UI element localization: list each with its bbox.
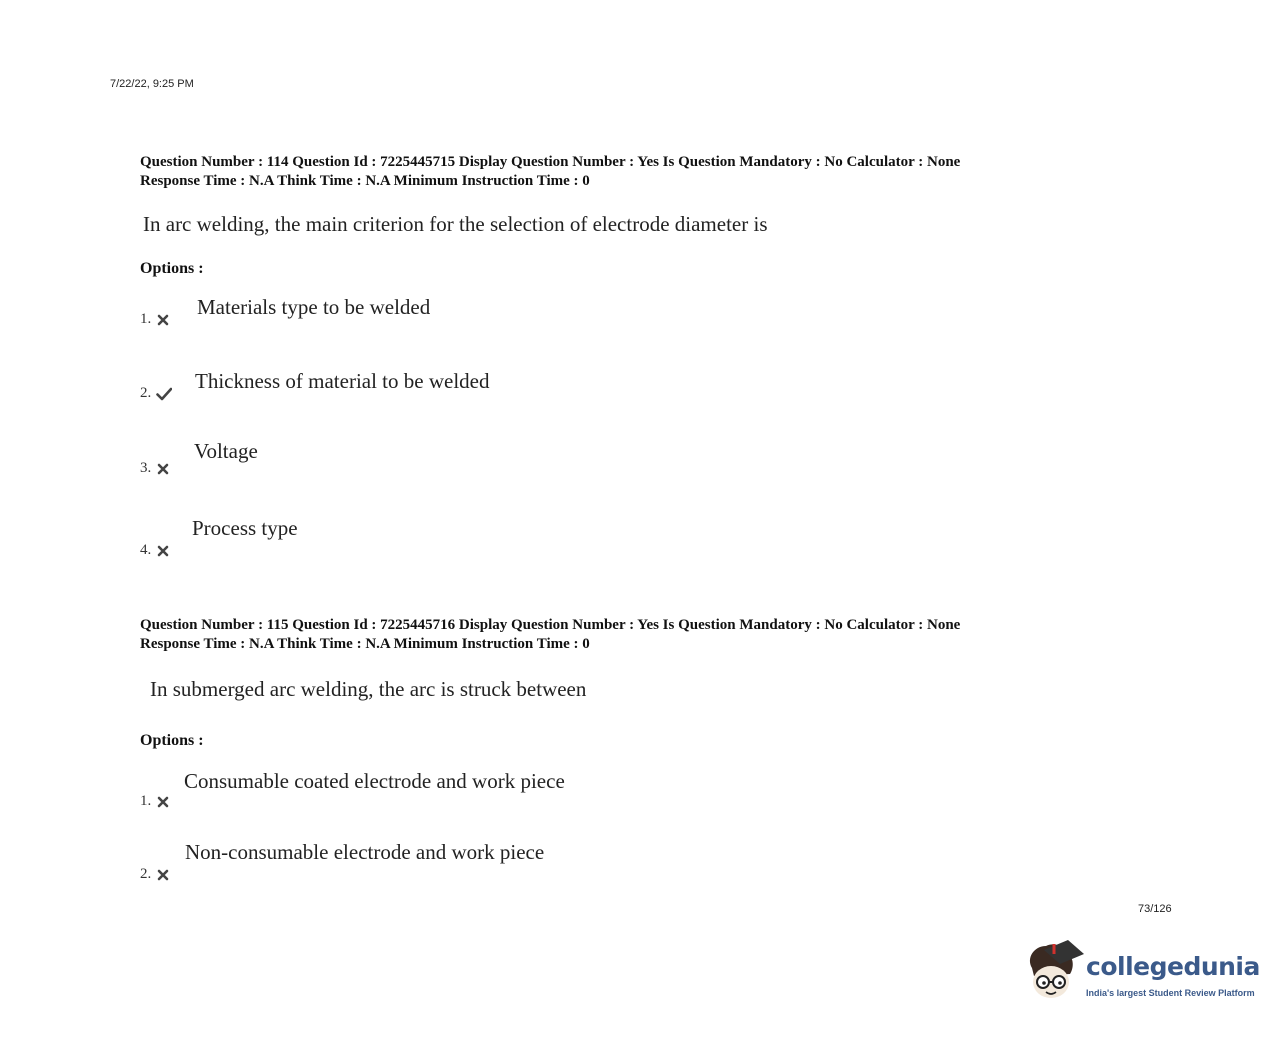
question-meta-line2: Response Time : N.A Think Time : N.A Minimum Instruction Time : 0 — [140, 636, 590, 652]
cross-icon — [156, 544, 170, 558]
option-text: Materials type to be welded — [197, 295, 431, 319]
mascot-icon — [1024, 938, 1084, 1008]
option-number: 3. — [140, 460, 170, 477]
brand-name: collegedunia — [1086, 952, 1260, 981]
print-timestamp: 7/22/22, 9:25 PM — [110, 78, 194, 90]
cross-icon — [156, 868, 170, 882]
options-label: Options : — [140, 260, 204, 277]
check-icon — [156, 387, 170, 401]
option-text: Thickness of material to be welded — [195, 369, 490, 393]
option-text: Non-consumable electrode and work piece — [185, 840, 545, 864]
cross-icon — [156, 795, 170, 809]
option-number: 1. — [140, 311, 170, 328]
collegedunia-logo — [1024, 938, 1260, 1010]
brand-tagline: India's largest Student Review Platform — [1086, 988, 1255, 998]
question-meta-line2: Response Time : N.A Think Time : N.A Minimum Instruction Time : 0 — [140, 173, 590, 189]
option-text: Voltage — [194, 439, 258, 463]
question-meta-line1: Question Number : 115 Question Id : 7225445716 Display Question Number : Yes Is Question Mandatory : No Calculator : None — [140, 617, 961, 633]
question-115-meta — [140, 616, 960, 654]
question-114-text: In arc welding, the main criterion for the selection of electrode diameter is — [143, 212, 768, 236]
cross-icon — [156, 313, 170, 327]
option-text: Process type — [192, 516, 298, 540]
options-label: Options : — [140, 732, 204, 749]
question-115-text: In submerged arc welding, the arc is struck between — [150, 677, 587, 701]
option-number: 2. — [140, 866, 170, 883]
question-114-meta — [140, 153, 960, 191]
cross-icon — [156, 462, 170, 476]
page-number: 73/126 — [1138, 903, 1172, 915]
option-number: 4. — [140, 542, 170, 559]
option-text: Consumable coated electrode and work piece — [184, 769, 565, 793]
option-number: 1. — [140, 793, 170, 810]
question-meta-line1: Question Number : 114 Question Id : 7225445715 Display Question Number : Yes Is Question Mandatory : No Calculator : None — [140, 154, 961, 170]
option-number: 2. — [140, 385, 170, 402]
